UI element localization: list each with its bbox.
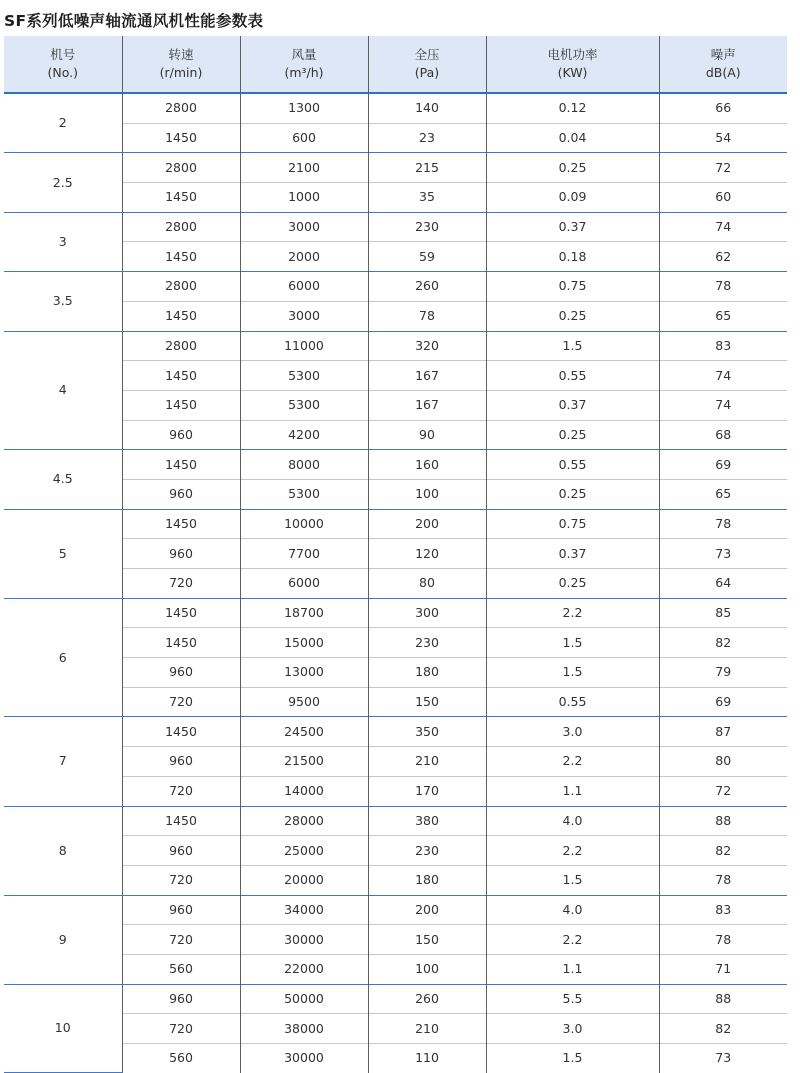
power-cell: 2.2	[486, 747, 659, 777]
table-row	[4, 569, 787, 599]
table-row	[4, 1014, 787, 1044]
noise-cell: 88	[659, 806, 787, 836]
airflow-cell: 6000	[240, 272, 368, 302]
pressure-cell: 100	[368, 479, 486, 509]
speed-cell: 1450	[122, 509, 240, 539]
airflow-cell: 1000	[240, 183, 368, 213]
noise-cell: 74	[659, 361, 787, 391]
model-number-cell: 3	[4, 212, 122, 271]
header-line: 噪声	[710, 47, 736, 62]
model-number-cell: 2	[4, 93, 122, 153]
noise-cell: 74	[659, 390, 787, 420]
model-number-cell: 6	[4, 598, 122, 717]
header-speed	[122, 36, 240, 93]
noise-cell: 78	[659, 509, 787, 539]
table-row	[4, 272, 787, 302]
table-row	[4, 865, 787, 895]
power-cell: 2.2	[486, 836, 659, 866]
power-cell: 4.0	[486, 895, 659, 925]
pressure-cell: 200	[368, 895, 486, 925]
header-line: dB(A)	[705, 65, 741, 80]
power-cell: 0.09	[486, 183, 659, 213]
noise-cell: 72	[659, 776, 787, 806]
noise-cell: 65	[659, 479, 787, 509]
pressure-cell: 260	[368, 272, 486, 302]
airflow-cell: 5300	[240, 390, 368, 420]
power-cell: 0.12	[486, 93, 659, 123]
pressure-cell: 180	[368, 865, 486, 895]
pressure-cell: 110	[368, 1044, 486, 1073]
speed-cell: 2800	[122, 331, 240, 361]
model-number-cell: 9	[4, 895, 122, 984]
speed-cell: 560	[122, 1044, 240, 1073]
noise-cell: 88	[659, 984, 787, 1014]
speed-cell: 2800	[122, 272, 240, 302]
airflow-cell: 5300	[240, 361, 368, 391]
airflow-cell: 13000	[240, 658, 368, 688]
table-row	[4, 361, 787, 391]
power-cell: 1.1	[486, 776, 659, 806]
power-cell: 0.04	[486, 123, 659, 153]
header-noise	[659, 36, 787, 93]
table-row	[4, 301, 787, 331]
model-number-cell: 4	[4, 331, 122, 450]
pressure-cell: 380	[368, 806, 486, 836]
table-row	[4, 212, 787, 242]
pressure-cell: 300	[368, 598, 486, 628]
pressure-cell: 35	[368, 183, 486, 213]
table-row	[4, 479, 787, 509]
pressure-cell: 320	[368, 331, 486, 361]
speed-cell: 1450	[122, 301, 240, 331]
noise-cell: 65	[659, 301, 787, 331]
table-row	[4, 509, 787, 539]
noise-cell: 60	[659, 183, 787, 213]
pressure-cell: 140	[368, 93, 486, 123]
speed-cell: 720	[122, 687, 240, 717]
speed-cell: 960	[122, 984, 240, 1014]
airflow-cell: 3000	[240, 301, 368, 331]
pressure-cell: 150	[368, 687, 486, 717]
speed-cell: 720	[122, 569, 240, 599]
speed-cell: 1450	[122, 450, 240, 480]
power-cell: 0.55	[486, 687, 659, 717]
table-row	[4, 954, 787, 984]
pressure-cell: 230	[368, 212, 486, 242]
model-number-cell: 10	[4, 984, 122, 1073]
speed-cell: 720	[122, 1014, 240, 1044]
airflow-cell: 18700	[240, 598, 368, 628]
noise-cell: 72	[659, 153, 787, 183]
header-airflow	[240, 36, 368, 93]
speed-cell: 1450	[122, 361, 240, 391]
airflow-cell: 9500	[240, 687, 368, 717]
model-number-cell: 3.5	[4, 272, 122, 331]
power-cell: 3.0	[486, 717, 659, 747]
table-row	[4, 93, 787, 123]
pressure-cell: 170	[368, 776, 486, 806]
noise-cell: 87	[659, 717, 787, 747]
table-row	[4, 984, 787, 1014]
noise-cell: 78	[659, 272, 787, 302]
airflow-cell: 3000	[240, 212, 368, 242]
speed-cell: 1450	[122, 717, 240, 747]
pressure-cell: 100	[368, 954, 486, 984]
noise-cell: 82	[659, 628, 787, 658]
airflow-cell: 50000	[240, 984, 368, 1014]
table-row	[4, 331, 787, 361]
noise-cell: 68	[659, 420, 787, 450]
power-cell: 3.0	[486, 1014, 659, 1044]
table-row	[4, 390, 787, 420]
speed-cell: 960	[122, 895, 240, 925]
airflow-cell: 1300	[240, 93, 368, 123]
noise-cell: 73	[659, 539, 787, 569]
noise-cell: 71	[659, 954, 787, 984]
header-model-no	[4, 36, 122, 93]
airflow-cell: 20000	[240, 865, 368, 895]
pressure-cell: 210	[368, 1014, 486, 1044]
airflow-cell: 4200	[240, 420, 368, 450]
pressure-cell: 200	[368, 509, 486, 539]
airflow-cell: 600	[240, 123, 368, 153]
pressure-cell: 150	[368, 925, 486, 955]
speed-cell: 1450	[122, 598, 240, 628]
airflow-cell: 2000	[240, 242, 368, 272]
pressure-cell: 160	[368, 450, 486, 480]
power-cell: 4.0	[486, 806, 659, 836]
model-number-cell: 5	[4, 509, 122, 598]
power-cell: 1.1	[486, 954, 659, 984]
power-cell: 0.37	[486, 539, 659, 569]
speed-cell: 1450	[122, 628, 240, 658]
power-cell: 0.25	[486, 153, 659, 183]
airflow-cell: 30000	[240, 925, 368, 955]
table-row	[4, 658, 787, 688]
airflow-cell: 15000	[240, 628, 368, 658]
noise-cell: 78	[659, 865, 787, 895]
power-cell: 1.5	[486, 658, 659, 688]
power-cell: 0.75	[486, 509, 659, 539]
speed-cell: 1450	[122, 123, 240, 153]
table-row	[4, 123, 787, 153]
airflow-cell: 6000	[240, 569, 368, 599]
pressure-cell: 120	[368, 539, 486, 569]
power-cell: 0.25	[486, 301, 659, 331]
table-row	[4, 450, 787, 480]
pressure-cell: 260	[368, 984, 486, 1014]
model-number-cell: 8	[4, 806, 122, 895]
speed-cell: 1450	[122, 183, 240, 213]
speed-cell: 720	[122, 776, 240, 806]
speed-cell: 2800	[122, 93, 240, 123]
power-cell: 2.2	[486, 598, 659, 628]
table-row	[4, 420, 787, 450]
table-row	[4, 598, 787, 628]
airflow-cell: 14000	[240, 776, 368, 806]
table-row	[4, 717, 787, 747]
header-line: (m³/h)	[284, 65, 324, 80]
noise-cell: 62	[659, 242, 787, 272]
pressure-cell: 167	[368, 390, 486, 420]
airflow-cell: 30000	[240, 1044, 368, 1073]
model-number-cell: 7	[4, 717, 122, 806]
pressure-cell: 80	[368, 569, 486, 599]
airflow-cell: 34000	[240, 895, 368, 925]
power-cell: 1.5	[486, 1044, 659, 1073]
header-line: (r/min)	[159, 65, 203, 80]
power-cell: 0.75	[486, 272, 659, 302]
airflow-cell: 25000	[240, 836, 368, 866]
pressure-cell: 230	[368, 836, 486, 866]
table-row	[4, 687, 787, 717]
speed-cell: 960	[122, 420, 240, 450]
table-row	[4, 747, 787, 777]
table-row	[4, 836, 787, 866]
header-line: 风量	[291, 47, 317, 62]
speed-cell: 2800	[122, 153, 240, 183]
speed-cell: 560	[122, 954, 240, 984]
airflow-cell: 38000	[240, 1014, 368, 1044]
airflow-cell: 11000	[240, 331, 368, 361]
model-number-cell: 4.5	[4, 450, 122, 509]
noise-cell: 64	[659, 569, 787, 599]
power-cell: 5.5	[486, 984, 659, 1014]
noise-cell: 74	[659, 212, 787, 242]
noise-cell: 82	[659, 836, 787, 866]
header-line: 全压	[414, 47, 440, 62]
power-cell: 0.25	[486, 420, 659, 450]
pressure-cell: 167	[368, 361, 486, 391]
pressure-cell: 59	[368, 242, 486, 272]
power-cell: 0.55	[486, 450, 659, 480]
speed-cell: 960	[122, 658, 240, 688]
table-row	[4, 776, 787, 806]
power-cell: 0.25	[486, 479, 659, 509]
power-cell: 0.37	[486, 212, 659, 242]
model-number-cell: 2.5	[4, 153, 122, 212]
table-body	[4, 93, 787, 1073]
speed-cell: 1450	[122, 390, 240, 420]
speed-cell: 960	[122, 747, 240, 777]
noise-cell: 80	[659, 747, 787, 777]
speed-cell: 1450	[122, 806, 240, 836]
noise-cell: 83	[659, 331, 787, 361]
pressure-cell: 23	[368, 123, 486, 153]
airflow-cell: 8000	[240, 450, 368, 480]
power-cell: 1.5	[486, 331, 659, 361]
speed-cell: 960	[122, 539, 240, 569]
power-cell: 0.37	[486, 390, 659, 420]
header-line: (KW)	[557, 65, 588, 80]
header-motor-power	[486, 36, 659, 93]
airflow-cell: 21500	[240, 747, 368, 777]
table-row	[4, 806, 787, 836]
header-line: 转速	[168, 47, 194, 62]
noise-cell: 82	[659, 1014, 787, 1044]
pressure-cell: 210	[368, 747, 486, 777]
table-row	[4, 153, 787, 183]
pressure-cell: 78	[368, 301, 486, 331]
speed-cell: 720	[122, 865, 240, 895]
table-row	[4, 1044, 787, 1073]
power-cell: 0.18	[486, 242, 659, 272]
power-cell: 2.2	[486, 925, 659, 955]
table-row	[4, 895, 787, 925]
noise-cell: 66	[659, 93, 787, 123]
pressure-cell: 90	[368, 420, 486, 450]
speed-cell: 2800	[122, 212, 240, 242]
noise-cell: 69	[659, 450, 787, 480]
speed-cell: 1450	[122, 242, 240, 272]
noise-cell: 85	[659, 598, 787, 628]
noise-cell: 54	[659, 123, 787, 153]
airflow-cell: 22000	[240, 954, 368, 984]
table-header-row	[4, 36, 787, 93]
header-line: (No.)	[47, 65, 78, 80]
table-row	[4, 925, 787, 955]
power-cell: 0.25	[486, 569, 659, 599]
header-line: (Pa)	[414, 65, 440, 80]
pressure-cell: 180	[368, 658, 486, 688]
table-row	[4, 539, 787, 569]
header-line: 电机功率	[547, 47, 598, 62]
noise-cell: 78	[659, 925, 787, 955]
page-title: SF系列低噪声轴流通风机性能参数表	[4, 12, 264, 30]
pressure-cell: 230	[368, 628, 486, 658]
noise-cell: 69	[659, 687, 787, 717]
pressure-cell: 215	[368, 153, 486, 183]
airflow-cell: 28000	[240, 806, 368, 836]
performance-table	[4, 36, 787, 1073]
power-cell: 0.55	[486, 361, 659, 391]
noise-cell: 79	[659, 658, 787, 688]
header-total-pressure	[368, 36, 486, 93]
airflow-cell: 7700	[240, 539, 368, 569]
pressure-cell: 350	[368, 717, 486, 747]
table-row	[4, 628, 787, 658]
speed-cell: 720	[122, 925, 240, 955]
speed-cell: 960	[122, 836, 240, 866]
table-row	[4, 183, 787, 213]
power-cell: 1.5	[486, 865, 659, 895]
noise-cell: 73	[659, 1044, 787, 1073]
noise-cell: 83	[659, 895, 787, 925]
airflow-cell: 5300	[240, 479, 368, 509]
speed-cell: 960	[122, 479, 240, 509]
header-line: 机号	[50, 47, 76, 62]
airflow-cell: 10000	[240, 509, 368, 539]
power-cell: 1.5	[486, 628, 659, 658]
table-row	[4, 242, 787, 272]
airflow-cell: 2100	[240, 153, 368, 183]
airflow-cell: 24500	[240, 717, 368, 747]
